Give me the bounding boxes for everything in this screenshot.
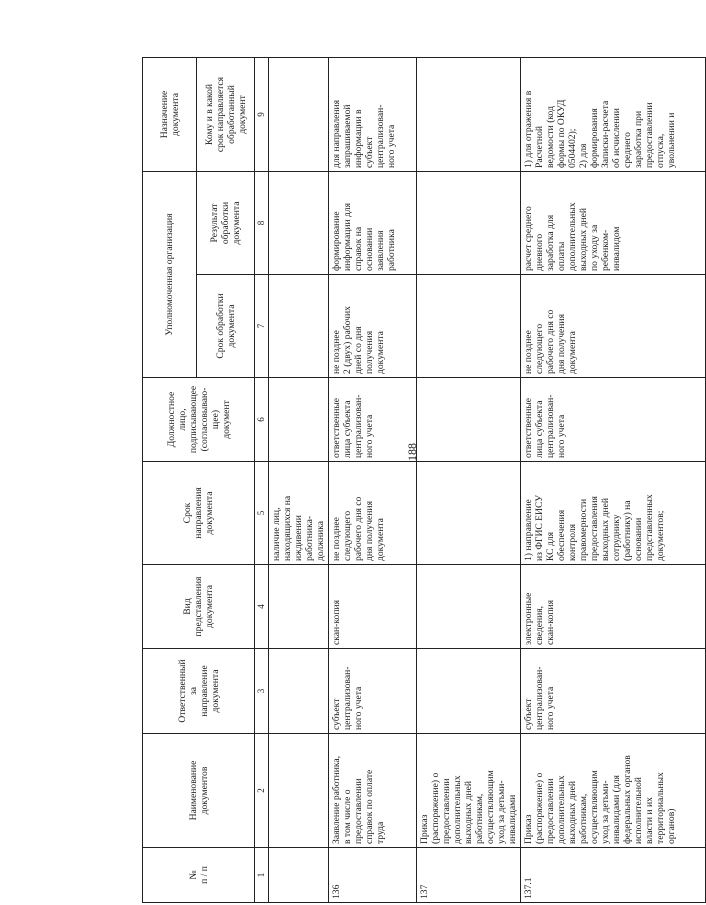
- cell-document-name: Заявление работника, в том числе о предоставлении справок по оплате труда: [329, 734, 417, 848]
- cell-processing-result: [269, 172, 329, 275]
- cell-processing-deadline: не позднее 2 (двух) рабочих дней со дня получения документа: [329, 275, 417, 378]
- column-number: 3: [255, 649, 269, 734]
- cell-representation-type: скан-копия: [329, 565, 417, 649]
- column-number: 6: [255, 378, 269, 462]
- column-number: 7: [255, 275, 269, 378]
- cell-responsible: [269, 649, 329, 734]
- cell-number: 137.1: [521, 848, 706, 903]
- header-recipient: Кому и в какой срок направляется обработанный документ: [197, 58, 255, 172]
- table-row: [329, 58, 417, 903]
- column-number: 2: [255, 734, 269, 848]
- cell-processing-result: [417, 172, 521, 275]
- header-representation-type: Вид представления документа: [143, 565, 255, 649]
- cell-document-name: Приказ (распоряжение) о предоставлении дополнительных выходных дней работникам, осуществляющим уход за детьми- инвалидами: [417, 734, 521, 848]
- column-number: 9: [255, 58, 269, 172]
- cell-official: ответственные лица субъекта централизован- ного учета: [521, 378, 706, 462]
- page-number: 188: [405, 443, 419, 461]
- cell-processing-deadline: [417, 275, 521, 378]
- header-responsible: Ответственный за направление документа: [143, 649, 255, 734]
- cell-number: 136: [329, 848, 417, 903]
- document-table: [142, 57, 706, 903]
- cell-official: [269, 378, 329, 462]
- cell-representation-type: [269, 565, 329, 649]
- column-number: 8: [255, 172, 269, 275]
- header-number: № п / п: [143, 848, 255, 903]
- cell-responsible: субъект централизован- ного учета: [329, 649, 417, 734]
- cell-number: [269, 848, 329, 903]
- header-official: Должностное лицо, подписывающее (согласовываю- щее) документ: [143, 378, 255, 462]
- cell-processing-result: расчет среднего дневного заработка для оплаты дополнительных выходных дней по уходу за ребенком- инвалидом: [521, 172, 706, 275]
- cell-send-deadline: не позднее следующего рабочего дня со дня получения документа: [329, 462, 417, 565]
- cell-representation-type: [417, 565, 521, 649]
- cell-responsible: [417, 649, 521, 734]
- table-row: [417, 58, 521, 903]
- header-authorized-org: Уполномоченная организация: [143, 172, 197, 378]
- cell-processing-deadline: не позднее следующего рабочего дня со дня получения документа: [521, 275, 706, 378]
- header-processing-deadline: Срок обработки документа: [197, 275, 255, 378]
- header-document-name: Наименование документов: [143, 734, 255, 848]
- header-send-deadline: Срок направления документа: [143, 462, 255, 565]
- column-number: 4: [255, 565, 269, 649]
- cell-number: 137: [417, 848, 521, 903]
- cell-recipient: 1) для отражения в Расчетной ведомости (код формы по ОКУД 0504402); 2) для формирования Записки-расчета об исчислении среднего заработка при предоставлении отпуска, увольнении и: [521, 58, 706, 172]
- cell-recipient: [269, 58, 329, 172]
- cell-responsible: субъект централизован- ного учета: [521, 649, 706, 734]
- cell-recipient: [417, 58, 521, 172]
- cell-representation-type: электронные сведения, скан-копия: [521, 565, 706, 649]
- column-number: 5: [255, 462, 269, 565]
- cell-send-deadline: [417, 462, 521, 565]
- cell-official: ответственные лица субъекта централизован- ного учета: [329, 378, 417, 462]
- column-numbers-row: [255, 58, 269, 903]
- header-processing-result: Результат обработки документа: [197, 172, 255, 275]
- column-number: 1: [255, 848, 269, 903]
- cell-document-name: [269, 734, 329, 848]
- table-row: [521, 58, 706, 903]
- cell-document-name: Приказ (распоряжение) о предоставлении дополнительных выходных дней работникам, осуществляющим уход за детьми- инвалидами (для федеральных органов исполнительной власти и их территориальных органов): [521, 734, 706, 848]
- cell-send-deadline: наличие лиц, находящихся на иждивении работника- должника: [269, 462, 329, 565]
- cell-processing-result: формирование информации для справок на основании заявления работника: [329, 172, 417, 275]
- cell-official: [417, 378, 521, 462]
- cell-recipient: для направления запрашиваемой информации в субъект централизован- ного учета: [329, 58, 417, 172]
- table-row: [269, 58, 329, 903]
- header-purpose: Назначение документа: [143, 58, 197, 172]
- cell-send-deadline: 1) направление из ФГИС ЕИСУ КС для обеспечения контроля правомерности предоставления выходных дней сотруднику (работнику) на основании представленных документов;: [521, 462, 706, 565]
- document-table-sheet: [142, 58, 698, 903]
- cell-processing-deadline: [269, 275, 329, 378]
